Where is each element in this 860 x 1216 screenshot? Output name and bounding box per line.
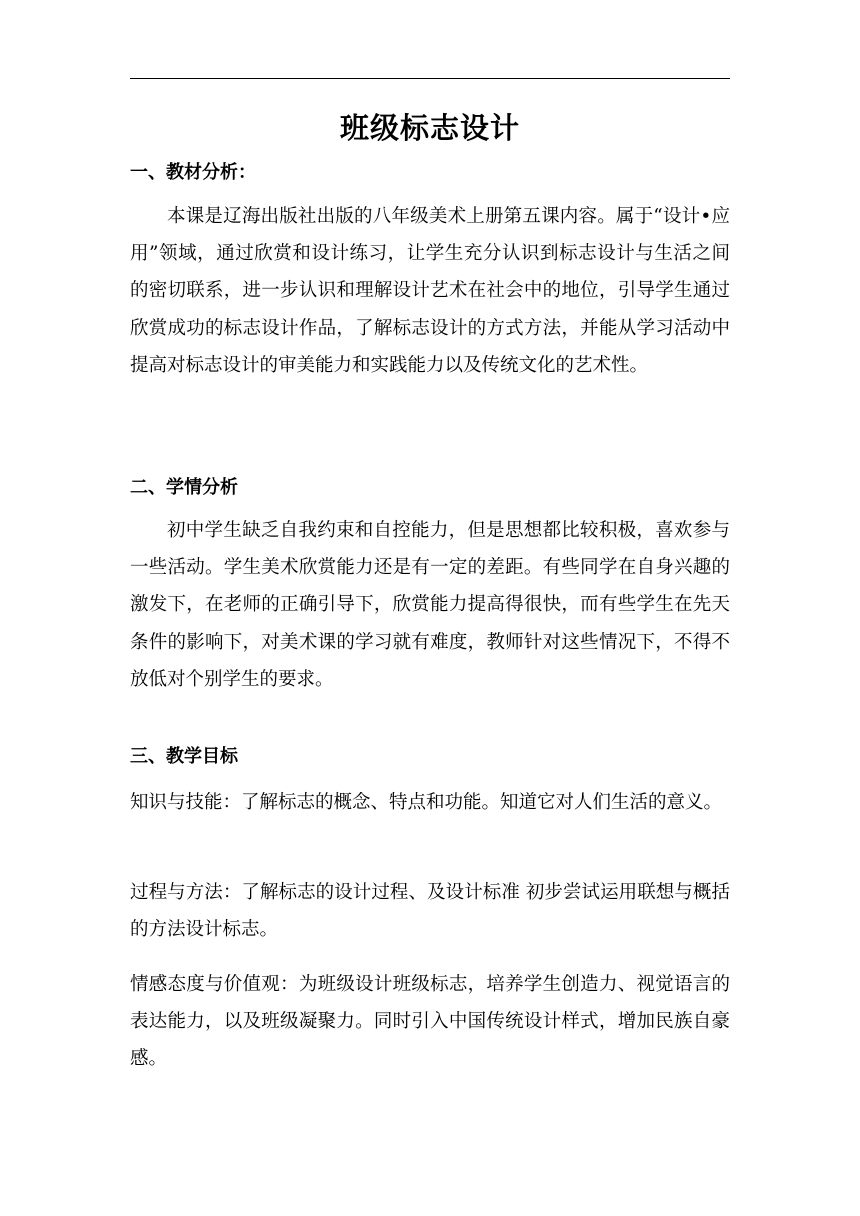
paragraph-objective-process: 过程与方法：了解标志的设计过程、及设计标准 初步尝试运用联想与概括的方法设计标志。 <box>130 882 730 941</box>
section-heading-students: 二、学情分析 <box>130 477 238 498</box>
document-page <box>130 0 730 1216</box>
paragraph-objective-knowledge: 知识与技能：了解标志的概念、特点和功能。知道它对人们生活的意义。 <box>130 792 723 813</box>
header-rule <box>130 78 730 79</box>
paragraph-materials-analysis: 本课是辽海出版社出版的八年级美术上册第五课内容。属于“设计•应用”领域，通过欣赏和设计练习，让学生充分认识到标志设计与生活之间的密切联系，进一步认识和理解设计艺术在社会中的地位，引导学生通过欣赏成功的标志设计作品，了解标志设计的方式方法，并能从学习活动中提高对标志设计的审美能力和实践能力以及传统文化的艺术性。 <box>130 206 730 376</box>
paragraph-students-analysis: 初中学生缺乏自我约束和自控能力，但是思想都比较积极，喜欢参与一些活动。学生美术欣赏能力还是有一定的差距。有些同学在自身兴趣的激发下，在老师的正确引导下，欣赏能力提高得很快，而有些学生在先天条件的影响下，对美术课的学习就有难度，教师针对这些情况下，不得不放低对个别学生的要求。 <box>130 520 730 690</box>
section-heading-materials: 一、教材分析： <box>130 162 256 183</box>
document-title: 班级标志设计 <box>339 111 520 145</box>
section-heading-objectives: 三、教学目标 <box>130 746 238 767</box>
paragraph-objective-attitude: 情感态度与价值观：为班级设计班级标志，培养学生创造力、视觉语言的表达能力，以及班级凝聚力。同时引入中国传统设计样式，增加民族自豪感。 <box>130 974 730 1070</box>
